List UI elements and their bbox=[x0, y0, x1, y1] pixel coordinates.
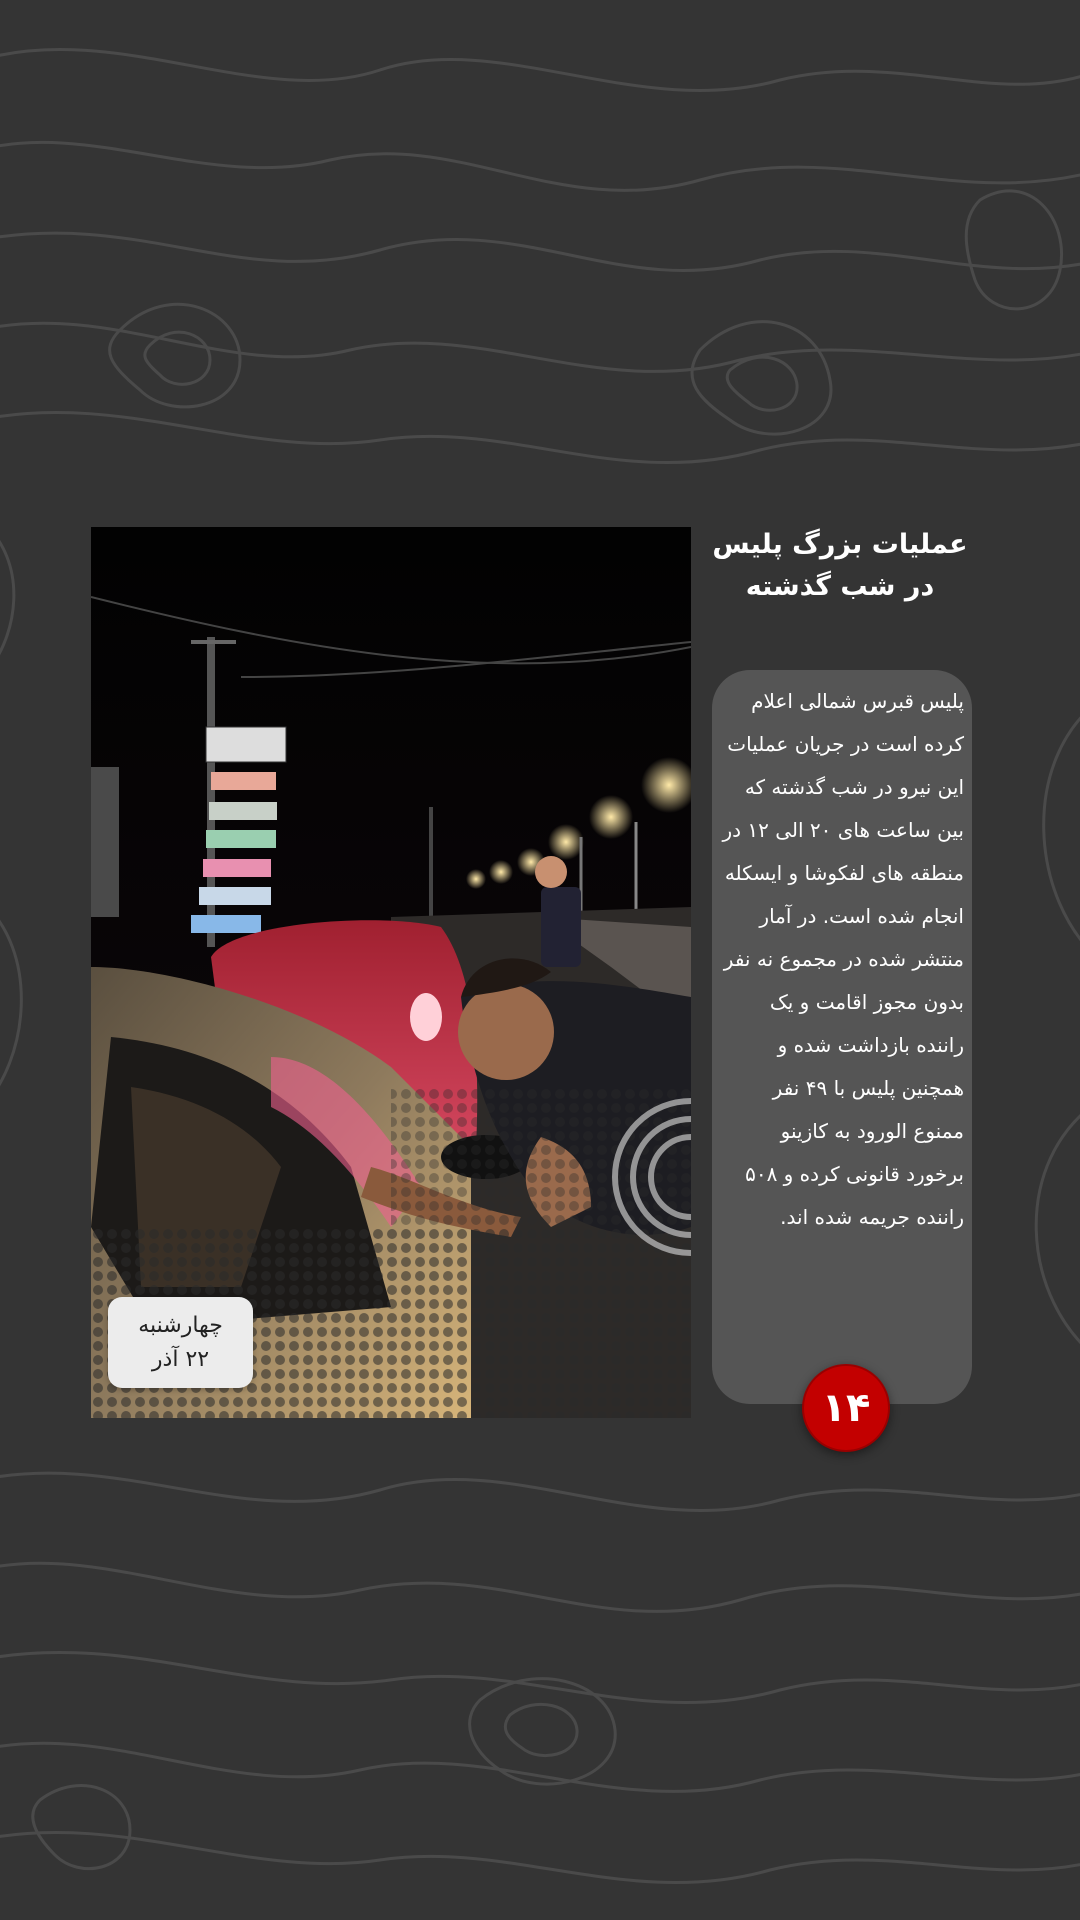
date-card bbox=[108, 1297, 253, 1388]
date-day: ۲۲ آذر bbox=[151, 1346, 210, 1372]
date-weekday: چهارشنبه bbox=[138, 1312, 223, 1338]
body-panel bbox=[712, 670, 972, 1404]
headline: عملیات بزرگ پلیس در شب گذشته bbox=[712, 529, 968, 602]
police-checkpoint-photo-icon bbox=[91, 527, 691, 1418]
news-photo bbox=[91, 527, 691, 1418]
body-text: پلیس قبرس شمالی اعلام کرده است در جریان عملیات این نیرو در شب گذشته که بین ساعت های ۲۰ الی ۱۲ در منطقه های لفکوشا و ایسکله انجام شده است. در آمار منتشر شده در مجموع نه نفر بدون مجوز اقامت و یک راننده بازداشت شده و همچنین پلیس با ۴۹ نفر ممنوع الورود به کازینو برخورد قانونی کرده و ۵۰۸ راننده جریمه شده اند. bbox=[722, 689, 964, 1229]
page-number-badge: ۱۴ bbox=[802, 1364, 890, 1452]
